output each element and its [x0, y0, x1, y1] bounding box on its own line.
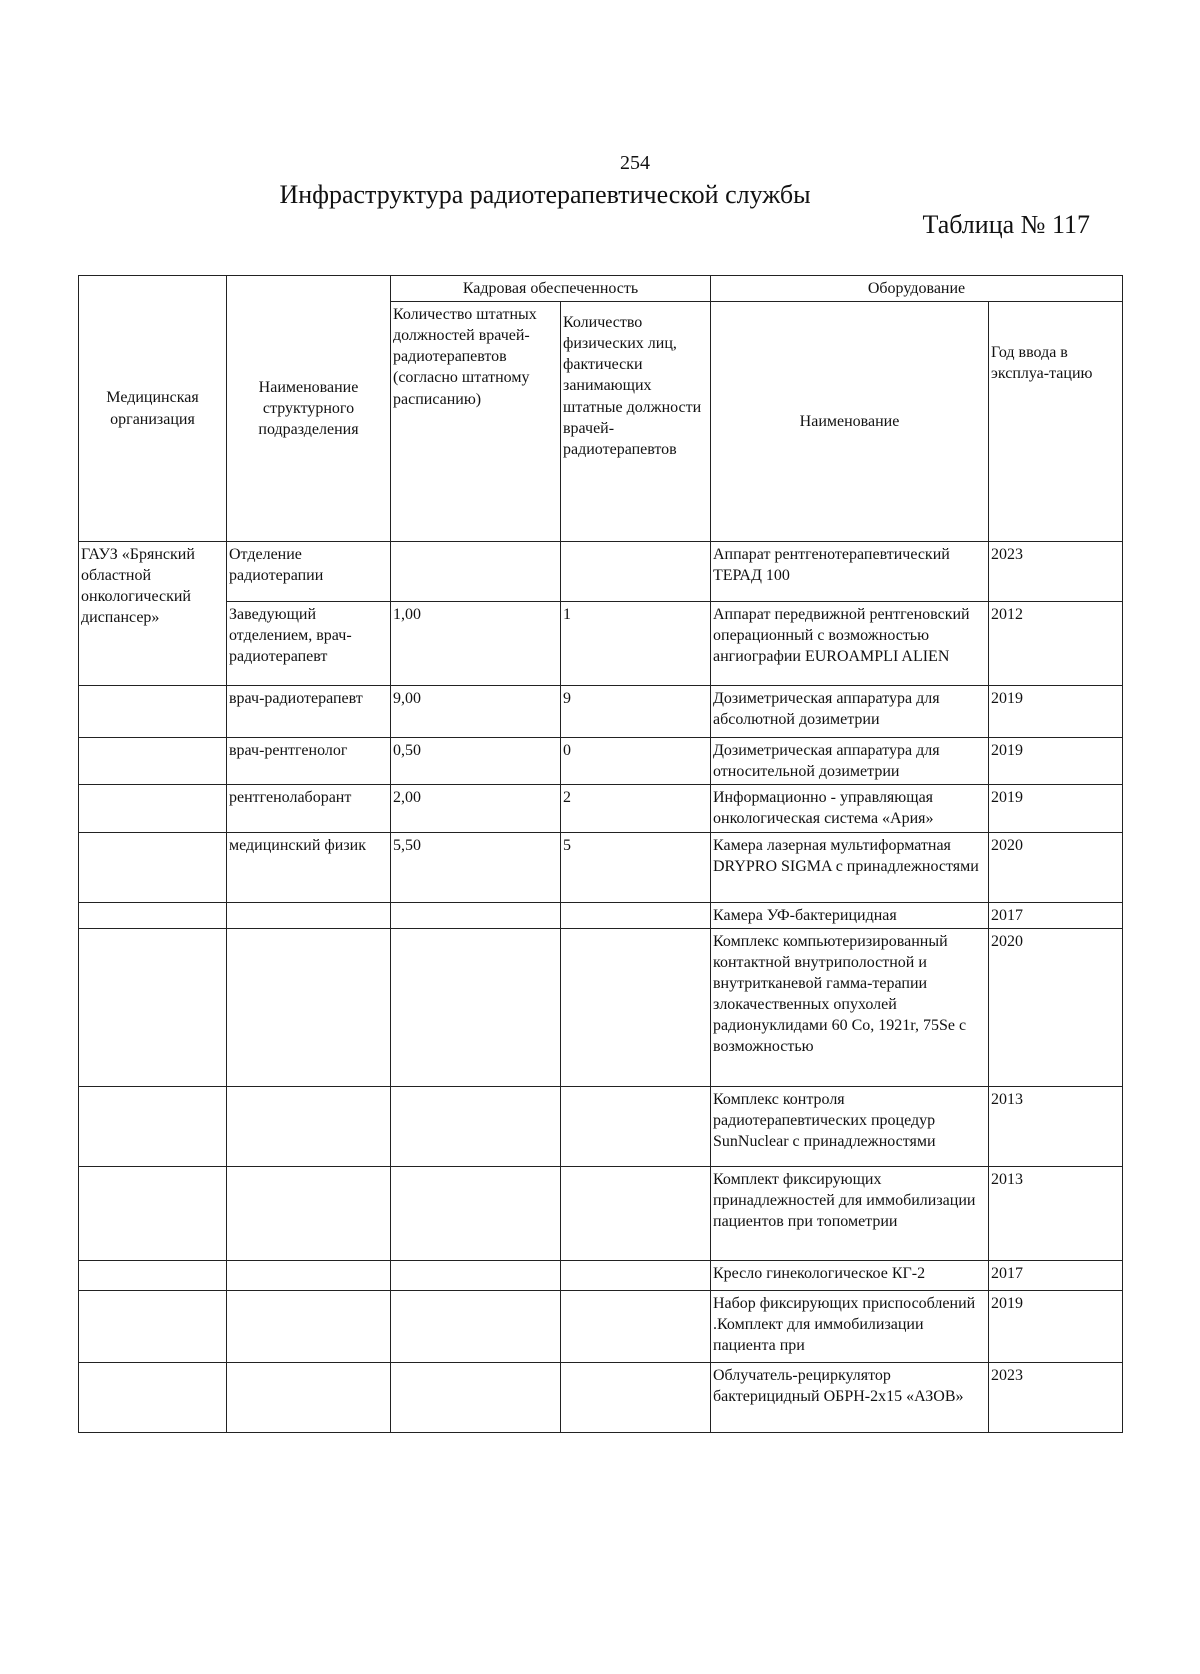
positions-cell	[391, 542, 561, 602]
year-cell: 2013	[989, 1166, 1123, 1260]
positions-cell	[391, 1166, 561, 1260]
year-cell: 2020	[989, 832, 1123, 902]
unit-cell	[227, 1166, 391, 1260]
org-cell-empty	[79, 738, 227, 785]
equipment-cell: Камера УФ-бактерицидная	[711, 902, 989, 928]
positions-cell	[391, 928, 561, 1086]
unit-cell: рентгенолаборант	[227, 785, 391, 832]
unit-cell	[227, 1260, 391, 1290]
infrastructure-table	[78, 275, 1123, 1433]
persons-cell: 9	[561, 686, 711, 738]
positions-cell	[391, 1086, 561, 1166]
header-positions: Количество штатных должностей врачей-радиотерапевтов (согласно штатному расписанию)	[391, 302, 561, 542]
unit-cell: медицинский физик	[227, 832, 391, 902]
org-cell-empty	[79, 785, 227, 832]
year-cell: 2023	[989, 1362, 1123, 1432]
unit-cell	[227, 1086, 391, 1166]
positions-cell: 5,50	[391, 832, 561, 902]
equipment-cell: Аппарат рентгенотерапевтический ТЕРАД 100	[711, 542, 989, 602]
persons-cell	[561, 1086, 711, 1166]
positions-cell	[391, 1260, 561, 1290]
persons-cell	[561, 902, 711, 928]
org-cell: ГАУЗ «Брянский областной онкологический диспансер»	[79, 542, 227, 686]
year-cell: 2012	[989, 602, 1123, 686]
org-cell-empty	[79, 1290, 227, 1362]
table-row	[79, 1290, 1123, 1362]
table-row	[79, 902, 1123, 928]
org-cell-empty	[79, 1260, 227, 1290]
unit-cell	[227, 928, 391, 1086]
persons-cell	[561, 1260, 711, 1290]
table-row	[79, 928, 1123, 1086]
year-cell: 2019	[989, 686, 1123, 738]
document-title: Инфраструктура радиотерапевтической службы	[279, 180, 811, 209]
header-equip-name: Наименование	[711, 302, 989, 542]
org-cell-empty	[79, 686, 227, 738]
persons-cell	[561, 1166, 711, 1260]
equipment-cell: Аппарат передвижной рентгеновский операционный с возможностью ангиографии EUROAMPLI ALIEN	[711, 602, 989, 686]
org-cell-empty	[79, 832, 227, 902]
equipment-cell: Дозиметрическая аппаратура для относительной дозиметрии	[711, 738, 989, 785]
year-cell: 2019	[989, 738, 1123, 785]
equipment-cell: Кресло гинекологическое КГ-2	[711, 1260, 989, 1290]
unit-cell: врач-рентгенолог	[227, 738, 391, 785]
table-row	[79, 832, 1123, 902]
equipment-cell: Информационно - управляющая онкологическая система «Ария»	[711, 785, 989, 832]
equipment-cell: Набор фиксирующих приспособлений .Комплект для иммобилизации пациента при	[711, 1290, 989, 1362]
positions-cell: 0,50	[391, 738, 561, 785]
table-row	[79, 785, 1123, 832]
year-cell: 2019	[989, 1290, 1123, 1362]
persons-cell	[561, 928, 711, 1086]
equipment-cell: Облучатель-рециркулятор бактерицидный ОБРН-2х15 «АЗОВ»	[711, 1362, 989, 1432]
persons-cell: 5	[561, 832, 711, 902]
year-cell: 2017	[989, 902, 1123, 928]
table-row	[79, 1086, 1123, 1166]
header-staffing: Кадровая обеспеченность	[391, 276, 711, 302]
header-equipment: Оборудование	[711, 276, 1123, 302]
org-cell-empty	[79, 902, 227, 928]
table-row	[79, 602, 1123, 686]
header-unit: Наименование структурного подразделения	[227, 276, 391, 542]
year-cell: 2019	[989, 785, 1123, 832]
table-row	[79, 686, 1123, 738]
persons-cell: 2	[561, 785, 711, 832]
unit-cell: Заведующий отделением, врач-радиотерапевт	[227, 602, 391, 686]
persons-cell	[561, 1290, 711, 1362]
unit-cell	[227, 1362, 391, 1432]
year-cell: 2017	[989, 1260, 1123, 1290]
table-row	[79, 542, 1123, 602]
persons-cell: 0	[561, 738, 711, 785]
unit-cell: Отделение радиотерапии	[227, 542, 391, 602]
table-row	[79, 1166, 1123, 1260]
table-row	[79, 1362, 1123, 1432]
persons-cell	[561, 542, 711, 602]
table-row	[79, 1260, 1123, 1290]
page-number: 254	[620, 152, 650, 174]
equipment-cell: Комплект фиксирующих принадлежностей для иммобилизации пациентов при топометрии	[711, 1166, 989, 1260]
header-persons: Количество физических лиц, фактически занимающих штатные должности врачей-радиотерапевтов	[561, 302, 711, 542]
unit-cell	[227, 902, 391, 928]
table-label: Таблица № 117	[922, 210, 1090, 239]
equipment-cell: Комплекс компьютеризированный контактной внутриполостной и внутритканевой гамма-терапии злокачественных опухолей радионуклидами 60 Со, 1921r, 75Se с возможностью	[711, 928, 989, 1086]
positions-cell	[391, 902, 561, 928]
persons-cell	[561, 1362, 711, 1432]
year-cell: 2020	[989, 928, 1123, 1086]
org-cell-empty	[79, 928, 227, 1086]
positions-cell: 1,00	[391, 602, 561, 686]
org-cell-empty	[79, 1362, 227, 1432]
year-cell: 2013	[989, 1086, 1123, 1166]
positions-cell	[391, 1290, 561, 1362]
positions-cell: 2,00	[391, 785, 561, 832]
unit-cell: врач-радиотерапевт	[227, 686, 391, 738]
equipment-cell: Комплекс контроля радиотерапевтических процедур SunNuclear с принадлежностями	[711, 1086, 989, 1166]
persons-cell: 1	[561, 602, 711, 686]
positions-cell: 9,00	[391, 686, 561, 738]
org-cell-empty	[79, 1166, 227, 1260]
header-org: Медицинская организация	[79, 276, 227, 542]
org-cell-empty	[79, 1086, 227, 1166]
positions-cell	[391, 1362, 561, 1432]
unit-cell	[227, 1290, 391, 1362]
year-cell: 2023	[989, 542, 1123, 602]
equipment-cell: Дозиметрическая аппаратура для абсолютной дозиметрии	[711, 686, 989, 738]
equipment-cell: Камера лазерная мультиформатная DRYPRO SIGMA с принадлежностями	[711, 832, 989, 902]
table-row	[79, 738, 1123, 785]
header-year: Год ввода в эксплуа-тацию	[989, 302, 1123, 542]
